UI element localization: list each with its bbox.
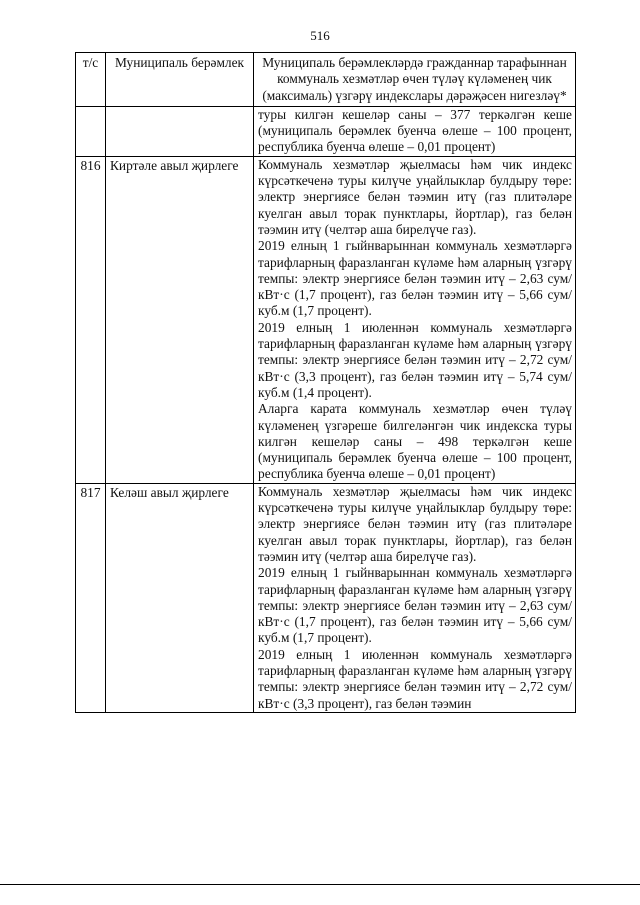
header-description: Муниципаль берәмлекләрдә гражданнар тарафыннан коммуналь хезмәтләр өчен түләү күләменең чик (максималь) үзгәрү индекслары дәрәҗәсен нигезләү* [254,53,576,107]
paragraph: Коммуналь хезмәтләр җыелмасы һәм чик индекс күрсәткеченә туры килүче уңайлыклар булдыру төре: электр энергиясе белән тәэмин итү (газ плитәләре куелган авыл торак пунктлары, йортлар), газ белән тәэмин итү (челтәр аша бирелүче газ). [258,483,572,564]
table-header-row [76,53,576,107]
page-bottom-line [0,884,640,885]
cell-empty-number [76,106,106,156]
table-row [76,156,576,483]
row-number: 816 [76,156,106,483]
paragraph: 2019 елның 1 июленнән коммуналь хезмәтләргә тарифларның фаразланган күләме һәм аларның үзгәрү темпы: электр энергиясе белән тәэмин итү – 2,72 сум/кВт·с (3,3 процент), газ белән тәэмин [258,646,572,711]
row-number: 817 [76,483,106,712]
row-municipality: Келәш авыл җирлеге [106,483,254,712]
table-row-continuation [76,106,576,156]
paragraph: Аларга карата коммуналь хезмәтләр өчен түләү күләменең үзгәреше билгеләнгән чик индекска туры килгән кешеләр саны – 498 теркәлгән кеше (муниципаль берәмлек буенча өлеше – 100 процент, республика буенча өлеше – 0,01 процент) [258,401,572,482]
continuation-text: туры килгән кешеләр саны – 377 теркәлгән кеше (муниципаль берәмлек буенча өлеше – 100 процент, республика буенча өлеше – 0,01 процент) [254,106,576,156]
row-municipality: Киртәле авыл җирлеге [106,156,254,483]
cell-empty-name [106,106,254,156]
tariff-index-table [75,52,576,713]
page-number: 516 [310,28,330,43]
paragraph: 2019 елның 1 гыйнварыннан коммуналь хезмәтләргә тарифларның фаразланган күләме һәм аларның үзгәрү темпы: электр энергиясе белән тәэмин итү – 2,63 сум/кВт·с (1,7 процент), газ белән тәэмин итү – 5,66 сум/куб.м (1,7 процент). [258,238,572,319]
row-description [254,156,576,483]
row-description [254,483,576,712]
table-row [76,483,576,712]
paragraph: Коммуналь хезмәтләр җыелмасы һәм чик индекс күрсәткеченә туры килүче уңайлыклар булдыру төре: электр энергиясе белән тәэмин итү (газ плитәләре куелган авыл торак пунктлары, йортлар), газ белән тәэмин итү (челтәр аша бирелүче газ). [258,156,572,237]
header-number: т/с [76,53,106,107]
paragraph: 2019 елның 1 гыйнварыннан коммуналь хезмәтләргә тарифларның фаразланган күләме һәм аларның үзгәрү темпы: электр энергиясе белән тәэмин итү – 2,63 сум/кВт·с (1,7 процент), газ белән тәэмин итү – 5,66 сум/куб.м (1,7 процент). [258,565,572,646]
header-municipality: Муниципаль берәмлек [106,53,254,107]
paragraph: 2019 елның 1 июленнән коммуналь хезмәтләргә тарифларның фаразланган күләме һәм аларның үзгәрү темпы: электр энергиясе белән тәэмин итү – 2,72 сум/кВт·с (3,3 процент), газ белән тәэмин итү – 5,74 сум/куб.м (1,4 процент). [258,319,572,400]
